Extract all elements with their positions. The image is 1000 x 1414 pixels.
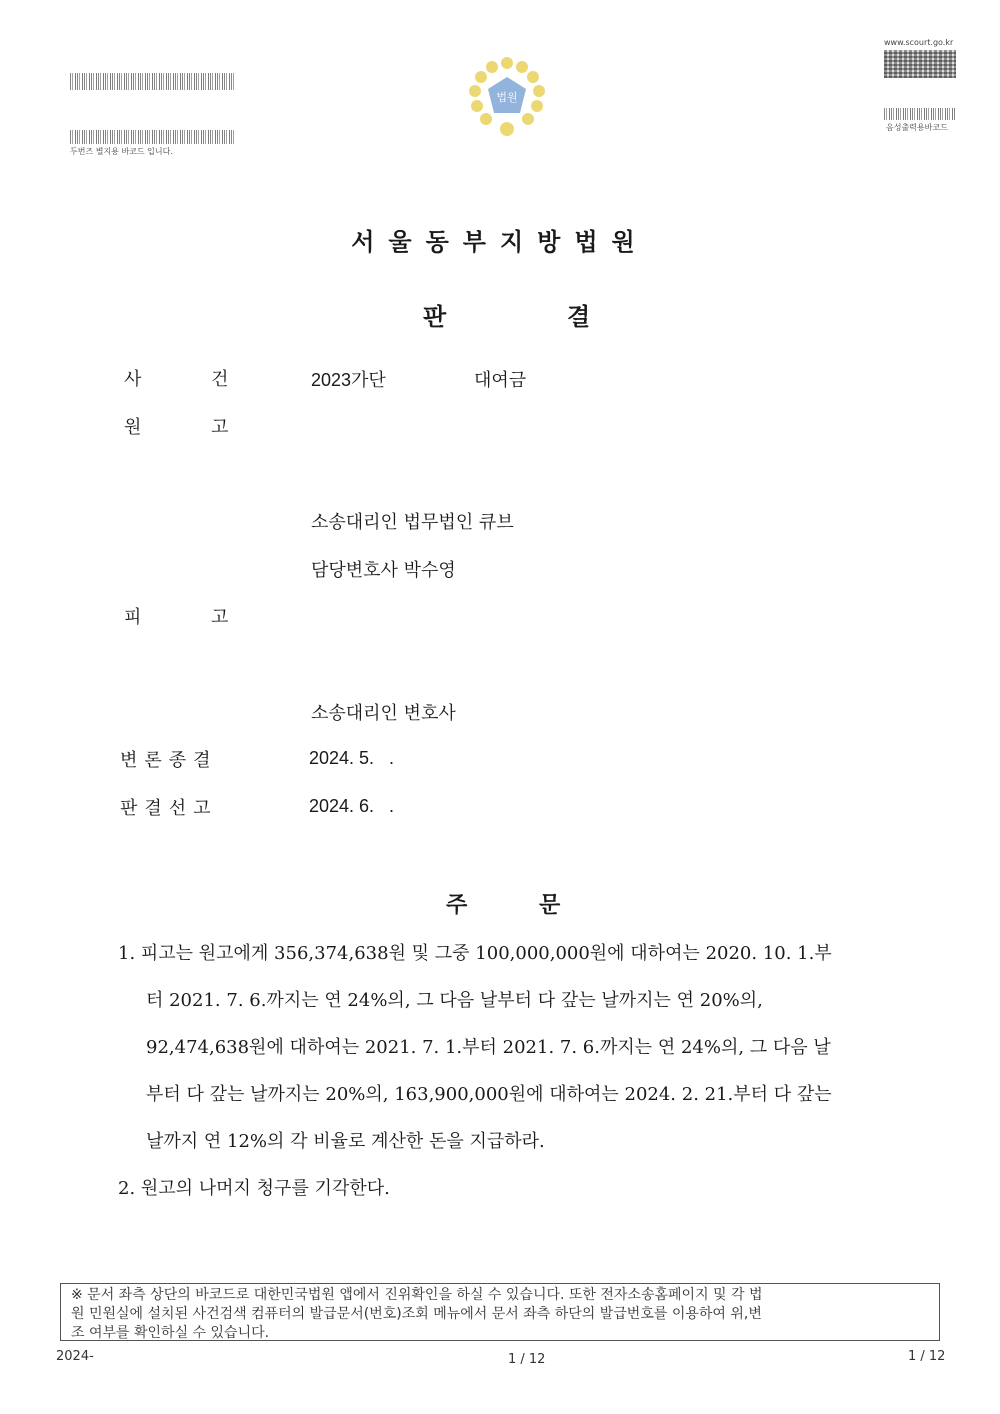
footer-notice-line: ※ 문서 좌측 상단의 바코드로 대한민국법원 앱에서 진위확인을 하실 수 있습니다. 또한 전자소송홈페이지 및 각 법 xyxy=(71,1287,763,1303)
qr-code xyxy=(884,50,956,78)
case-name: 대여금 xyxy=(474,370,527,391)
page-number-center: 1 / 12 xyxy=(508,1352,546,1367)
defendant-label-1: 피 xyxy=(124,607,142,628)
order-line: 1. 피고는 원고에게 356,374,638원 및 그중 100,000,000원에 대하여는 2020. 10. 1.부 xyxy=(118,943,832,964)
court-emblem-icon xyxy=(462,55,552,140)
ruling-date: 2024. 6. . xyxy=(309,796,395,816)
doc-type-second: 결 xyxy=(567,303,591,331)
defendant-agent: 소송대리인 변호사 xyxy=(311,703,456,724)
order-line: 날까지 연 12%의 각 비율로 계산한 돈을 지급하라. xyxy=(146,1131,545,1152)
barcode-caption-left: 두번즈 별지용 바코드 입니다. xyxy=(70,147,173,156)
audio-barcode-caption: 음성출력용바코드 xyxy=(886,123,948,132)
ruling-label: 판결선고 xyxy=(120,798,218,819)
plaintiff-lawyer: 담당변호사 박수영 xyxy=(311,560,456,581)
case-number: 2023가단 xyxy=(311,370,386,390)
doc-type-first: 판 xyxy=(423,303,447,331)
top-left-barcode xyxy=(70,73,234,90)
plaintiff-label-2: 고 xyxy=(211,417,229,438)
page-number-right: 1 / 12 xyxy=(908,1349,946,1364)
closing-label: 변론종결 xyxy=(120,750,218,771)
order-line: 부터 다 갚는 날까지는 20%의, 163,900,000원에 대하여는 2024. 2. 21.부터 다 갚는 xyxy=(146,1084,832,1105)
footer-notice-line: 원 민원실에 설치된 사건검색 컴퓨터의 발급문서(번호)조회 메뉴에서 문서 좌측 하단의 발급번호를 이용하여 위,변 xyxy=(71,1306,762,1322)
site-url: www.scourt.go.kr xyxy=(884,38,954,47)
footer-notice-line: 조 여부를 확인하실 수 있습니다. xyxy=(71,1325,270,1341)
case-label-1: 사 xyxy=(124,369,142,390)
order-line: 92,474,638원에 대하여는 2021. 7. 1.부터 2021. 7. 6.까지는 연 24%의, 그 다음 날 xyxy=(146,1037,831,1058)
issue-number: 2024- xyxy=(56,1349,94,1364)
order-item-1 xyxy=(118,930,888,1212)
order-heading-1: 주 xyxy=(446,893,468,918)
closing-date: 2024. 5. . xyxy=(309,748,395,768)
order-line: 2. 원고의 나머지 청구를 기각한다. xyxy=(118,1178,390,1199)
order-heading-2: 문 xyxy=(539,893,561,918)
plaintiff-agent: 소송대리인 법무법인 큐브 xyxy=(311,512,514,533)
emblem-text: 법원 xyxy=(496,91,518,104)
court-name: 서울동부지방법원 xyxy=(351,228,649,256)
footer-notice xyxy=(60,1283,940,1341)
plaintiff-label-1: 원 xyxy=(124,417,142,438)
defendant-label-2: 고 xyxy=(211,607,229,628)
verification-barcode xyxy=(70,130,234,144)
order-line: 터 2021. 7. 6.까지는 연 24%의, 그 다음 날부터 다 갚는 날까지는 연 20%의, xyxy=(146,990,763,1011)
case-label-2: 건 xyxy=(211,369,229,390)
audio-barcode xyxy=(884,108,956,120)
